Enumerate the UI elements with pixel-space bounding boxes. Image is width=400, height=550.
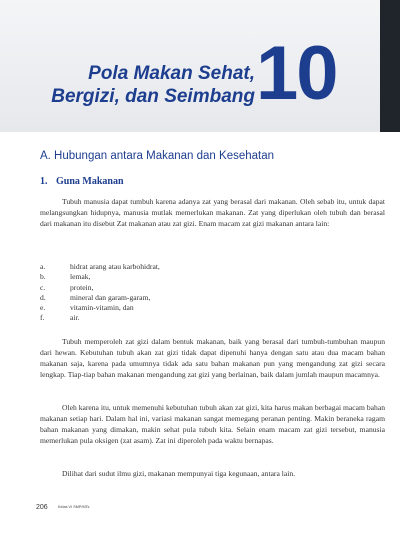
subsection-number: 1. — [40, 176, 48, 187]
list-item — [40, 272, 340, 282]
chapter-edge-tab — [380, 0, 400, 132]
list-item-text: vitamin-vitamin, dan — [70, 303, 134, 313]
list-item — [40, 293, 340, 303]
list-item-text: hidrat arang atau karbohidrat, — [70, 262, 160, 271]
subsection-title: Guna Makanan — [56, 176, 124, 187]
chapter-title — [40, 62, 255, 108]
chapter-title-line-2: Bergizi, dan Seimbang — [51, 86, 255, 107]
paragraph-variety: Oleh karena itu, untuk memenuhi kebutuhan tubuh akan zat gizi, kita harus makan berbagai macam bahan makanan setiap hari. Dalam hal ini, variasi makanan sangat memegang peranan penting. Makin beraneka ragam bahan makanan yang dimakan, makin sehat pula tubuh kita. Selain enam macam zat gizi tersebut, manusia memerlukan pula oksigen (zat asam). Zat ini diperoleh pada waktu bernapas. — [40, 403, 385, 445]
paragraph-three-uses: Dilihat dari sudut ilmu gizi, makanan mempunyai tiga kegunaan, antara lain. — [62, 469, 296, 478]
page-number: 206 — [36, 504, 48, 511]
list-item-text: protein, — [70, 282, 94, 292]
list-marker: b. — [40, 272, 46, 282]
list-item — [40, 313, 340, 323]
list-marker: c. — [40, 282, 46, 292]
footer-book-title: Kelas VI SMP/MTs — [58, 505, 90, 509]
section-heading: A. Hubungan antara Makanan dan Kesehatan — [40, 150, 275, 162]
list-marker: f. — [40, 313, 45, 323]
chapter-number: 10 — [256, 31, 337, 116]
nutrient-list — [40, 262, 340, 324]
paragraph-food-sources: Tubuh memperoleh zat gizi dalam bentuk makanan, baik yang berasal dari tumbuh-tumbuhan maupun dari hewan. Kebutuhan tubuh akan zat gizi tidak dapat dipenuhi hanya dengan satu atau dua macam bahan makanan saja, karena pada umumnya tidak ada satu bahan makanan pun yang mengandung zat gizi secara lengkap. Tiap-tiap bahan makanan mengandung zat gizi yang berlainan, baik dalam jumlah maupun macamnya. — [40, 337, 385, 379]
chapter-title-line-1: Pola Makan Sehat, — [88, 63, 255, 84]
subsection-heading — [40, 176, 124, 187]
list-item-text: mineral dan garam-garam, — [70, 292, 151, 302]
list-item — [40, 262, 340, 272]
list-marker: e. — [40, 303, 46, 313]
list-item — [40, 303, 340, 313]
list-item-text: lemak, — [70, 272, 91, 282]
list-item-text: air. — [70, 313, 80, 323]
list-item — [40, 283, 340, 293]
list-marker: d. — [40, 292, 46, 302]
paragraph-intro: Tubuh manusia dapat tumbuh karena adanya zat yang berasal dari makanan. Oleh sebab itu, untuk dapat melangsungkan hidupnya, manusia mutlak memerlukan makanan. Zat yang diperlukan oleh tubuh dan berasal dari makanan itu disebut Zat makanan atau zat gizi. Enam macam zat gizi makanan antara lain: — [40, 197, 385, 228]
list-marker: a. — [40, 262, 46, 271]
